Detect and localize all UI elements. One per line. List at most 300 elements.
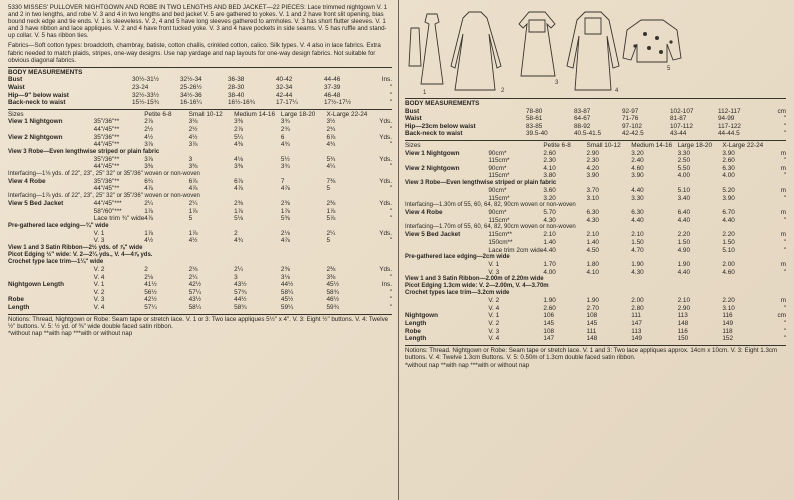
table-cell — [8, 156, 94, 164]
yardage-value: 3.90 — [586, 172, 599, 180]
unit-label: Yds. — [379, 266, 392, 274]
view3-heading — [8, 149, 392, 156]
yardage-table — [8, 111, 392, 312]
yardage-value: 3.20 — [631, 149, 644, 157]
body-measurements-table — [8, 69, 392, 107]
measurement-value: 25-26½ — [180, 83, 202, 91]
yardage-value: 4⅞ — [188, 185, 198, 193]
length-value: 149 — [722, 320, 734, 328]
fabric-width: V. 2 — [93, 266, 105, 274]
yardage-value: 5 — [188, 215, 193, 223]
view-ref: V. 3 — [488, 327, 500, 335]
unit-label: m — [780, 209, 786, 217]
yardage-value: 2⅜ — [234, 200, 244, 208]
yardage-value: 3⅜ — [234, 163, 244, 171]
yardage-value: 2⅞ — [234, 125, 244, 133]
view-label: View 2 Nightgown — [405, 164, 460, 172]
view2-nightgown-sketch — [451, 12, 501, 90]
table-cell — [8, 266, 94, 274]
view-number-1: 1 — [423, 90, 427, 96]
yardage-value: 2 — [234, 229, 238, 237]
view-label — [405, 157, 488, 165]
interfacing-row — [405, 224, 786, 231]
measurement-value: 117-122 — [718, 122, 741, 130]
measurement-value: 40.5-41.5 — [574, 130, 602, 138]
unit-label: cm — [777, 312, 786, 320]
yardage-value: 4.10 — [543, 164, 556, 172]
fabric-width: 35"/36"** — [93, 133, 120, 141]
fabric-width: 115cm* — [488, 216, 510, 224]
measurement-row — [8, 76, 392, 84]
measurement-value: 81-87 — [670, 115, 687, 123]
length-value: 147 — [543, 335, 555, 343]
length-value: 108 — [543, 327, 555, 335]
yardage-row — [405, 150, 786, 158]
yardage-section — [8, 109, 392, 312]
measurement-value: 37-39 — [324, 83, 341, 91]
length-value: 43½ — [234, 281, 247, 289]
length-label — [8, 289, 94, 297]
yardage-value: 2⅜ — [280, 266, 290, 274]
yardage-value: 2.30 — [543, 157, 556, 165]
table-cell — [405, 261, 488, 269]
yardage-value: 4¾ — [326, 141, 336, 149]
yardage-row — [405, 217, 786, 225]
yardage-value: 1⅞ — [326, 207, 336, 215]
unit-label: " — [783, 246, 786, 254]
fabric-width: 90cm* — [488, 149, 507, 157]
measurement-value: 36-38 — [228, 76, 245, 84]
metric-body-measurements-table — [405, 100, 786, 138]
unit-label: " — [389, 185, 392, 193]
unit-label: m — [780, 231, 786, 239]
view-label — [8, 141, 94, 149]
pregathered-heading: Pre-gathered lace edging—2cm wide — [405, 254, 510, 261]
measurement-value: 42-44 — [276, 91, 293, 99]
length-value: 108 — [586, 312, 598, 320]
length-value: 149 — [631, 335, 642, 343]
yardage-value: 2¾ — [326, 125, 336, 133]
measurement-value: 40-42 — [276, 76, 293, 84]
yardage-value: 1⅞ — [188, 229, 198, 237]
yardage-value: 3⅜ — [188, 163, 198, 171]
interfacing-note: Interfacing—1.70m of 55, 60, 64, 82, 90cm woven or non-woven — [405, 224, 576, 231]
yardage-value: 6⅞ — [326, 133, 336, 141]
yardage-value: 2.20 — [677, 231, 691, 239]
table-cell — [405, 195, 488, 203]
view-label — [405, 239, 488, 247]
unit-label: " — [783, 122, 786, 130]
yardage-row — [8, 118, 392, 126]
yardage-value: 2¼ — [188, 273, 198, 281]
measurement-label: Bust — [8, 76, 23, 84]
yardage-row — [8, 215, 392, 223]
unit-label: " — [783, 238, 786, 246]
length-value: 58¼ — [188, 304, 202, 311]
length-value: 111 — [586, 327, 597, 335]
unit-label: m — [780, 261, 786, 269]
view-label — [405, 172, 488, 180]
yardage-value: 2½ — [188, 125, 198, 133]
measurement-label: Bust — [405, 107, 420, 115]
length-value: 44½ — [234, 296, 247, 304]
yardage-row — [8, 156, 392, 164]
length-value: 111 — [631, 312, 641, 320]
unit-label: " — [389, 288, 392, 296]
unit-label: " — [783, 194, 786, 202]
length-row — [8, 281, 392, 289]
measurement-value: 32½-34 — [180, 76, 202, 84]
unit-label: " — [783, 320, 786, 328]
fabric-width: Lace trim 2cm wide — [488, 246, 544, 254]
section-heading-row — [405, 100, 786, 108]
fabric-width: 90cm* — [488, 186, 507, 194]
yardage-value: 6.70 — [722, 209, 735, 217]
unit-label: " — [783, 304, 786, 312]
metric-notions-section — [405, 345, 786, 369]
view3-robe-sketch — [519, 12, 555, 76]
unit-label: m — [780, 149, 786, 157]
measurement-row — [8, 92, 392, 100]
measurement-value: 32-34 — [276, 83, 293, 91]
length-value: 148 — [586, 335, 598, 343]
fabric-width: 115cm* — [488, 157, 510, 165]
fabrics-text: Fabrics—Soft cotton types: broadcloth, chambray, batiste, cotton challis, crinkled cotton, calico. Silk types. V. 4 also in lace fabrics. Extra fabric needed to match plaids, stripes, one-way designs. Use nap yardage and nap layouts for one-way design fabrics. Not suitable for obvious diagonal fabrics. — [8, 42, 381, 64]
yardage-value: 1⅞ — [144, 229, 154, 237]
unit-label: " — [783, 327, 786, 335]
yardage-value: 2¼ — [326, 229, 336, 237]
yardage-row — [405, 261, 786, 269]
unit-label: Yds. — [379, 229, 392, 237]
yardage-value: 4⅞ — [144, 215, 154, 223]
yardage-value: 1⅞ — [188, 207, 198, 215]
view-ref: V. 4 — [488, 335, 500, 343]
yardage-value: 6.40 — [677, 209, 691, 217]
measurement-value: 112-117 — [718, 107, 741, 115]
unit-label: " — [389, 125, 392, 133]
table-cell — [405, 305, 488, 313]
yardage-row — [405, 209, 786, 217]
unit-label: Yds. — [379, 200, 392, 208]
yardage-row — [405, 247, 786, 255]
yardage-value: 3⅞ — [144, 141, 154, 149]
metric-body-measurements-section — [405, 98, 786, 138]
yardage-value: 4.30 — [586, 216, 599, 224]
view-label: View 4 Robe — [405, 209, 443, 217]
length-row — [8, 304, 392, 312]
yardage-row — [405, 305, 786, 313]
view-illustrations — [405, 4, 786, 96]
yardage-value: 4½ — [188, 133, 198, 141]
yardage-value: 6.30 — [722, 164, 735, 172]
yardage-value: 5 — [326, 237, 331, 245]
yardage-value: 2.50 — [677, 157, 691, 165]
table-cell — [373, 111, 392, 119]
yardage-value: 3.80 — [543, 172, 556, 180]
yardage-value: 4.00 — [677, 172, 691, 180]
yardage-value: 4¾ — [234, 237, 244, 245]
yardage-value: 1.90 — [631, 261, 644, 269]
yardage-value: 4.30 — [543, 216, 556, 224]
nap-legend: *without nap **with nap ***with or without nap — [8, 330, 133, 338]
yardage-row — [8, 237, 392, 245]
yardage-value: 4⅞ — [280, 237, 290, 245]
yardage-value: 3.20 — [543, 194, 556, 202]
view1-line-sketch — [409, 28, 421, 66]
fabric-width: 44"/45"** — [93, 185, 120, 193]
size-heading: Medium 14-16 — [234, 110, 276, 118]
yardage-value: 2.10 — [631, 231, 644, 239]
length-label: Length — [8, 304, 30, 311]
yardage-value: 3⅛ — [188, 118, 198, 126]
measurement-value: 71-76 — [622, 115, 639, 123]
yardage-value: 4.00 — [543, 268, 556, 276]
yardage-value: 7 — [280, 177, 285, 185]
picot-note — [405, 283, 786, 290]
view-label — [8, 208, 94, 216]
yardage-value: 1.90 — [543, 297, 556, 305]
yardage-value: 1⅞ — [234, 207, 244, 215]
length-label: Nightgown Length — [8, 281, 65, 289]
length-value: 58¾ — [234, 304, 247, 311]
table-cell — [8, 230, 94, 238]
unit-label: " — [389, 163, 392, 171]
length-value: 43½ — [188, 296, 202, 304]
yardage-value: 3.90 — [722, 194, 735, 202]
measurement-value: 94-99 — [718, 115, 735, 123]
measurement-value: 16-16¼ — [180, 99, 202, 107]
view-ref: V. 4 — [93, 304, 105, 311]
yardage-value: 4⅞ — [234, 185, 244, 193]
length-value: 57¼ — [144, 304, 157, 311]
picot-note: Picot Edging 1.3cm wide: V. 2—2.00m, V. 4—3.70m — [405, 283, 549, 290]
garment-sketches — [405, 4, 786, 96]
sizes-label: Sizes — [8, 110, 24, 118]
yardage-value: 2¼ — [144, 200, 154, 208]
yardage-value: 5¼ — [234, 133, 244, 141]
metric-nap-legend: *without nap **with nap ***with or without nap — [405, 361, 530, 369]
yardage-value: 1⅞ — [280, 207, 290, 215]
view-ref: V. 2 — [488, 320, 500, 328]
size-heading: Large 18-20 — [280, 110, 316, 118]
pregathered-heading — [405, 254, 786, 261]
interfacing-row — [405, 202, 786, 209]
yardage-value: 3⅜ — [326, 273, 336, 281]
yardage-value: 4.20 — [586, 164, 599, 172]
view5-bedjacket-sketch — [623, 20, 681, 62]
unit-label: " — [783, 335, 786, 343]
yardage-value: 2.60 — [722, 157, 735, 165]
length-value: 118 — [722, 327, 733, 335]
measurement-value: 46-48 — [324, 91, 341, 99]
yardage-value: 2.00 — [631, 297, 644, 305]
yardage-row — [405, 195, 786, 203]
pattern-description: 5330 MISSES' PULLOVER NIGHTGOWN AND ROBE IN TWO LENGTHS AND BED JACKET—22 PIECES: Lace trimmed nightgown V. 1 and 2 in two lengths, and robe V. 3 and 4 in two lengths and bed jacket V. 5 are gathered to yokes. V. 1 and 2 have front slit opening, bias bound neck edge and tie ends. V. 1 is sleeveless. V. 2, 4 and 5 have long sleeves gathered to armholes. V. 3 has short flutter sleeves. V. 1 and 3 have ribbon and lace appliques. V. 2 and 4 have front tucked yoke. V. 3 and 4 have pockets in side seams. V. 5 has ruffle and stand-up collar. V. 5 has ribbon ties. — [8, 4, 388, 40]
yardage-value: 1.70 — [543, 261, 556, 269]
body-measurements-section — [8, 67, 392, 107]
unit-label: " — [389, 296, 392, 304]
unit-label: Yds. — [379, 133, 392, 141]
sizes-row — [405, 142, 786, 150]
yardage-row — [405, 239, 786, 247]
length-value: 116 — [722, 312, 733, 320]
table-cell — [405, 297, 488, 305]
table-cell — [8, 274, 94, 282]
yardage-value: 2½ — [144, 125, 154, 133]
yardage-value: 5⅛ — [234, 215, 244, 223]
yardage-value: 2⅛ — [280, 229, 290, 237]
fabric-width: 35"/36"** — [93, 118, 120, 126]
yardage-value: 4.10 — [586, 268, 599, 276]
measurement-value: 30½-31½ — [132, 76, 160, 84]
yardage-value: 3.60 — [543, 186, 556, 194]
yardage-value: 5.20 — [722, 186, 735, 194]
view-label — [8, 126, 94, 134]
yardage-value: 2⅛ — [144, 273, 154, 281]
length-value: 152 — [722, 335, 734, 343]
fabric-width: Lace trim ¾" wide — [93, 215, 145, 223]
yardage-value: 2.20 — [722, 231, 735, 239]
yardage-row — [8, 141, 392, 149]
yardage-row — [405, 172, 786, 180]
view3-heading: View 3 Robe—Even lengthwise striped or plain fabric — [405, 179, 557, 186]
view-label: View 5 Bed Jacket — [405, 231, 461, 239]
interfacing-row — [8, 193, 392, 200]
measurement-value: 64-67 — [574, 115, 591, 123]
length-row — [405, 335, 786, 343]
yardage-value: 4.90 — [677, 246, 691, 254]
yardage-value: 5¾ — [326, 155, 336, 163]
yardage-value: 4.30 — [631, 268, 644, 276]
measurement-row — [405, 123, 786, 131]
unit-label: " — [783, 130, 786, 138]
yardage-row — [8, 200, 392, 208]
unit-label: " — [389, 304, 392, 311]
fabric-width: 90cm* — [488, 164, 507, 172]
measurement-value: 88-92 — [574, 122, 591, 130]
view-label: View 4 Robe — [8, 177, 46, 185]
crochet-heading — [8, 259, 392, 266]
yardage-value: 2⅞ — [144, 118, 154, 126]
metric-yardage-table — [405, 142, 786, 343]
yardage-row — [8, 163, 392, 171]
pregathered-heading: Pre-gathered lace edging—¾" wide — [8, 222, 109, 229]
fabric-width: 44"/45"*** — [93, 200, 122, 208]
yardage-value: 2.10 — [543, 231, 556, 239]
yardage-value: 2.10 — [677, 297, 691, 305]
yardage-value: 1.40 — [586, 238, 599, 246]
unit-label: " — [783, 172, 786, 180]
yardage-value: 2.80 — [631, 304, 644, 312]
picot-note — [8, 252, 392, 259]
yardage-value: 4.40 — [677, 216, 691, 224]
unit-label: Yds. — [379, 177, 392, 185]
fabric-width: 115cm* — [488, 194, 510, 202]
yardage-value: 3.70 — [586, 186, 599, 194]
measurement-value: 83-87 — [574, 107, 591, 115]
yardage-value: 1.50 — [631, 238, 644, 246]
yardage-row — [8, 230, 392, 238]
size-heading: X-Large 22-24 — [722, 141, 764, 149]
view3-heading: View 3 Robe—Even lengthwise striped or plain fabric — [8, 148, 160, 155]
yardage-value: 3⅛ — [280, 273, 290, 281]
length-value: 58¾ — [326, 288, 339, 296]
length-label: Nightgown — [405, 312, 439, 320]
yardage-value: 3.40 — [677, 194, 691, 202]
unit-label: " — [389, 215, 392, 223]
yardage-value: 2.90 — [677, 304, 691, 312]
length-value: 150 — [677, 335, 689, 343]
view-label — [8, 185, 94, 193]
notions-section — [8, 314, 392, 338]
length-label: Robe — [8, 296, 24, 304]
length-value: 59¼ — [280, 304, 294, 311]
yardage-row — [405, 231, 786, 239]
length-value: 106 — [543, 312, 555, 320]
fabric-width: 58"/60"*** — [93, 207, 122, 215]
yardage-value: 4⅛ — [234, 155, 244, 163]
length-value: 147 — [631, 320, 642, 328]
measurement-value: 34½-36 — [180, 91, 202, 99]
interfacing-note: Interfacing—1⅞ yds. of 22", 23", 25" 32" or 35"/36" woven or non-woven — [8, 193, 200, 200]
unit-label: m — [780, 164, 786, 172]
measurement-value: 28-30 — [228, 83, 245, 91]
interfacing-row — [8, 171, 392, 178]
view-ref: V. 1 — [488, 312, 500, 320]
yardage-value: 5⅜ — [280, 215, 290, 223]
interfacing-note: Interfacing—1.30m of 55, 60, 64, 82, 90cm woven or non-woven — [405, 202, 576, 209]
length-row — [8, 296, 392, 304]
measurement-value: 32½-33½ — [132, 91, 160, 99]
measurement-label: Back-neck to waist — [405, 130, 463, 138]
fabric-width: V. 1 — [93, 229, 105, 237]
measurement-label: Hip—23cm below waist — [405, 122, 476, 130]
fabric-width: 115cm* — [488, 172, 510, 180]
metric-yardage-section — [405, 140, 786, 343]
yardage-row — [405, 297, 786, 305]
length-value: 45½ — [280, 296, 294, 304]
length-value: 57¾ — [234, 288, 247, 296]
view-label — [405, 217, 488, 225]
yardage-value: 3⅜ — [234, 118, 244, 126]
fabric-width: 150cm** — [488, 238, 513, 246]
yardage-value: 6⅞ — [234, 177, 244, 185]
fabric-width: 44"/45"** — [93, 141, 120, 149]
yardage-value: 4.40 — [722, 216, 735, 224]
yardage-value: 2⅜ — [326, 266, 336, 274]
yardage-value: 5 — [326, 185, 331, 193]
length-value: 56½ — [144, 288, 157, 296]
yardage-value: 2.70 — [586, 304, 599, 312]
notions-text: Notions: Thread, Nightgown or Robe: Seam tape or stretch lace. V. 1 or 3: Two lace appliques 5½" x 4". V. 3: Eight ½" buttons. V. 4: Twelve ½" buttons. V. 5: ½ yd. of ⅜" wide double faced satin ribbon. — [8, 315, 389, 330]
yardage-value: 5.70 — [543, 209, 556, 217]
yardage-value: 3 — [188, 155, 193, 163]
yardage-value: 1.80 — [586, 261, 599, 269]
unit-label: " — [389, 99, 392, 107]
size-heading: Large 18-20 — [677, 141, 713, 149]
yardage-value: 3.10 — [722, 304, 735, 312]
yardage-value: 4.60 — [722, 268, 735, 276]
view-label — [405, 247, 488, 255]
yardage-value: 3.90 — [722, 149, 735, 157]
unit-label: m — [780, 186, 786, 194]
length-value: 42½ — [188, 281, 202, 289]
measurement-value: 23-24 — [132, 83, 149, 91]
yardage-value: 3⅞ — [188, 141, 198, 149]
fabric-width: 90cm* — [488, 209, 507, 217]
size-heading: Small 10-12 — [188, 110, 223, 118]
yardage-value: 4⅞ — [280, 185, 290, 193]
